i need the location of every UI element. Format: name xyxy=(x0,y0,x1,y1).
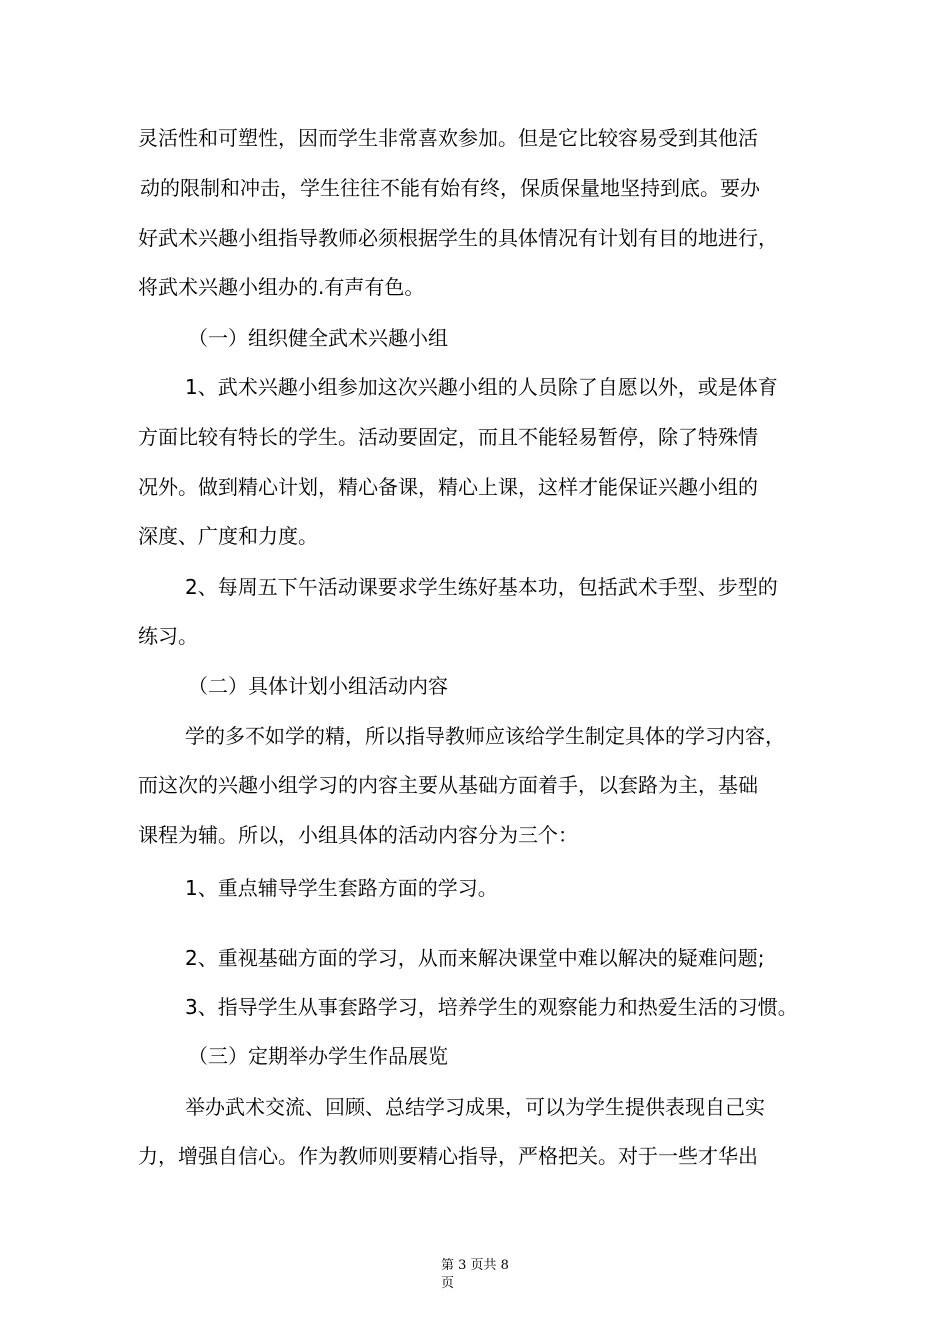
body-text-line: 1、武术兴趣小组参加这次兴趣小组的人员除了自愿以外，或是体育 xyxy=(185,375,778,399)
body-text-line: 将武术兴趣小组办的.有声有色。 xyxy=(138,275,425,299)
section-heading: （三）定期举办学生作品展览 xyxy=(188,1044,448,1068)
body-text-line: 举办武术交流、回顾、总结学习成果，可以为学生提供表现自己实 xyxy=(185,1095,765,1119)
body-text-line: 练习。 xyxy=(138,624,198,648)
body-text-line: 学的多不如学的精，所以指导教师应该给学生制定具体的学习内容， xyxy=(185,724,785,748)
section-heading: （一）组织健全武术兴趣小组 xyxy=(188,326,448,350)
body-text-line: 好武术兴趣小组指导教师必须根据学生的具体情况有计划有目的地进行， xyxy=(138,226,778,250)
body-text-line: 灵活性和可塑性，因而学生非常喜欢参加。但是它比较容易受到其他活 xyxy=(138,126,758,150)
body-text-line: 动的限制和冲击，学生往往不能有始有终，保质保量地坚持到底。要办 xyxy=(140,176,760,200)
body-text-line: 3、指导学生从事套路学习，培养学生的观察能力和热爱生活的习惯。 xyxy=(185,995,798,1019)
section-heading: （二）具体计划小组活动内容 xyxy=(188,674,448,698)
body-text-line: 况外。做到精心计划，精心备课，精心上课，这样才能保证兴趣小组的 xyxy=(138,475,758,499)
body-text-line: 1、重点辅导学生套路方面的学习。 xyxy=(185,876,498,900)
body-text-line: 2、重视基础方面的学习，从而来解决课堂中难以解决的疑难问题; xyxy=(185,946,765,970)
body-text-line: 2、每周五下午活动课要求学生练好基本功，包括武术手型、步型的 xyxy=(185,575,778,599)
body-text-line: 课程为辅。所以，小组具体的活动内容分为三个： xyxy=(138,823,578,847)
page-number: 第 3 页共 8 页 xyxy=(441,1258,509,1291)
body-text-line: 而这次的兴趣小组学习的内容主要从基础方面着手，以套路为主，基础 xyxy=(138,773,758,797)
body-text-line: 深度、广度和力度。 xyxy=(138,524,318,548)
body-text-line: 力，增强自信心。作为教师则要精心指导，严格把关。对于一些才华出 xyxy=(138,1144,758,1168)
body-text-line: 方面比较有特长的学生。活动要固定，而且不能轻易暂停，除了特殊情 xyxy=(138,425,758,449)
